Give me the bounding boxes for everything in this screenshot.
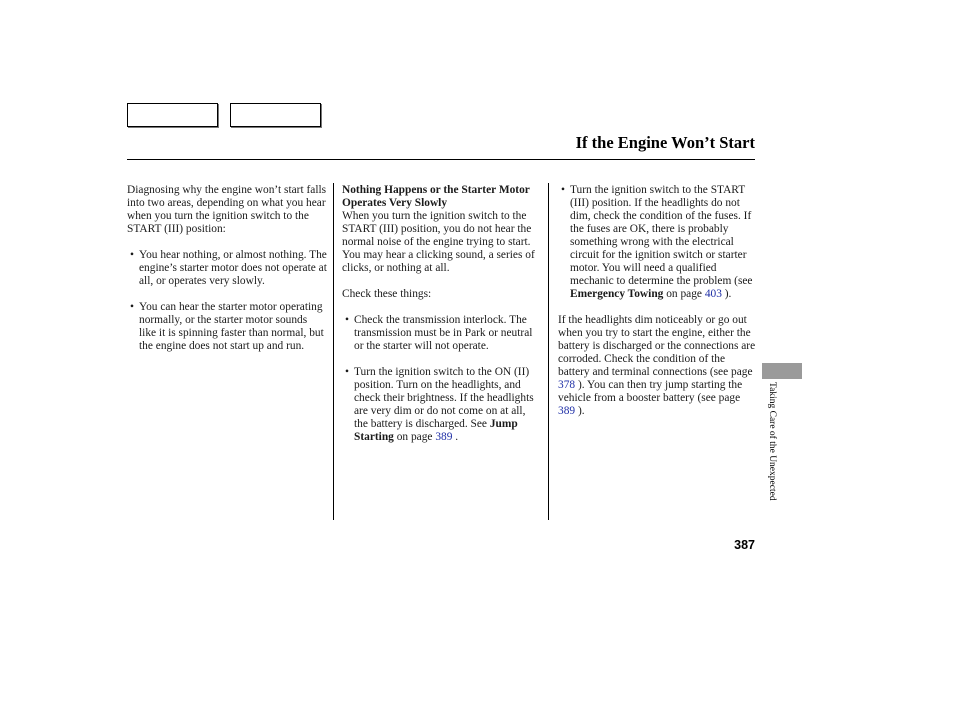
bullet-icon: • <box>130 301 134 313</box>
page-number: 387 <box>734 538 755 552</box>
nav-box-left[interactable] <box>127 103 218 127</box>
list-item: • Turn the ignition switch to the ON (II) position. Turn on the headlights, and check their brightness. If the headlights are very dim or do not come on at all, the battery is discharged. See Jump Starting on page 389 . <box>345 366 534 443</box>
emergency-towing-ref: Emergency Towing <box>570 288 664 300</box>
jump-starting-ref: Jump Starting <box>354 418 518 443</box>
list-item: • Check the transmission interlock. The transmission must be in Park or neutral or the starter will not operate. <box>345 314 533 352</box>
bullet-icon: • <box>345 366 349 378</box>
page-link-378[interactable]: 378 <box>558 379 576 391</box>
check-label: Check these things: <box>342 288 432 300</box>
page-link-389[interactable]: 389 <box>435 431 453 443</box>
section-paragraph: When you turn the ignition switch to the START (III) position, you do not hear the normal noise of the engine trying to start. You may hear a clicking sound, a series of clicks, or nothing at all. <box>342 210 535 274</box>
bullet-icon: • <box>561 184 565 196</box>
list-item: • You hear nothing, or almost nothing. The engine’s starter motor does not operate at all, or operates very slowly. <box>130 249 327 287</box>
list-item: • Turn the ignition switch to the START (III) position. If the headlights do not dim, check the condition of the fuses. If the fuses are OK, there is probably something wrong with the electrical circuit for the ignition switch or starter motor. You will need a qualified mechanic to determine the problem (see Emergency Towing on page 403 ). <box>561 184 753 300</box>
headlights-paragraph: If the headlights dim noticeably or go out when you try to start the engine, either the battery is discharged or the connections are corroded. Check the condition of the battery and terminal connections (see page 378 ). You can then try jump starting the vehicle from a booster battery (see page 389 ). <box>558 314 756 417</box>
nav-box-right[interactable] <box>230 103 321 127</box>
list-item: • You can hear the starter motor operating normally, or the starter motor sounds like it is spinning faster than normal, but the engine does not start up and run. <box>130 301 324 352</box>
page-title: If the Engine Won’t Start <box>575 133 755 152</box>
column-2 <box>342 184 542 457</box>
column-divider-2 <box>548 183 549 520</box>
page-link-403[interactable]: 403 <box>704 288 722 300</box>
bullet-icon: • <box>130 249 134 261</box>
title-rule <box>127 159 755 160</box>
section-heading: Nothing Happens or the Starter Motor Operates Very Slowly <box>342 184 530 209</box>
intro-paragraph: Diagnosing why the engine won’t start falls into two areas, depending on what you hear when you turn the ignition switch to the START (III) position: <box>127 184 327 235</box>
bullet-icon: • <box>345 314 349 326</box>
section-tab <box>762 363 802 379</box>
column-3 <box>558 184 756 431</box>
column-divider-1 <box>333 183 334 520</box>
column-1 <box>127 184 327 366</box>
section-sidebar-label: Taking Care of the Unexpected <box>767 382 777 501</box>
page-link-389[interactable]: 389 <box>558 405 576 417</box>
